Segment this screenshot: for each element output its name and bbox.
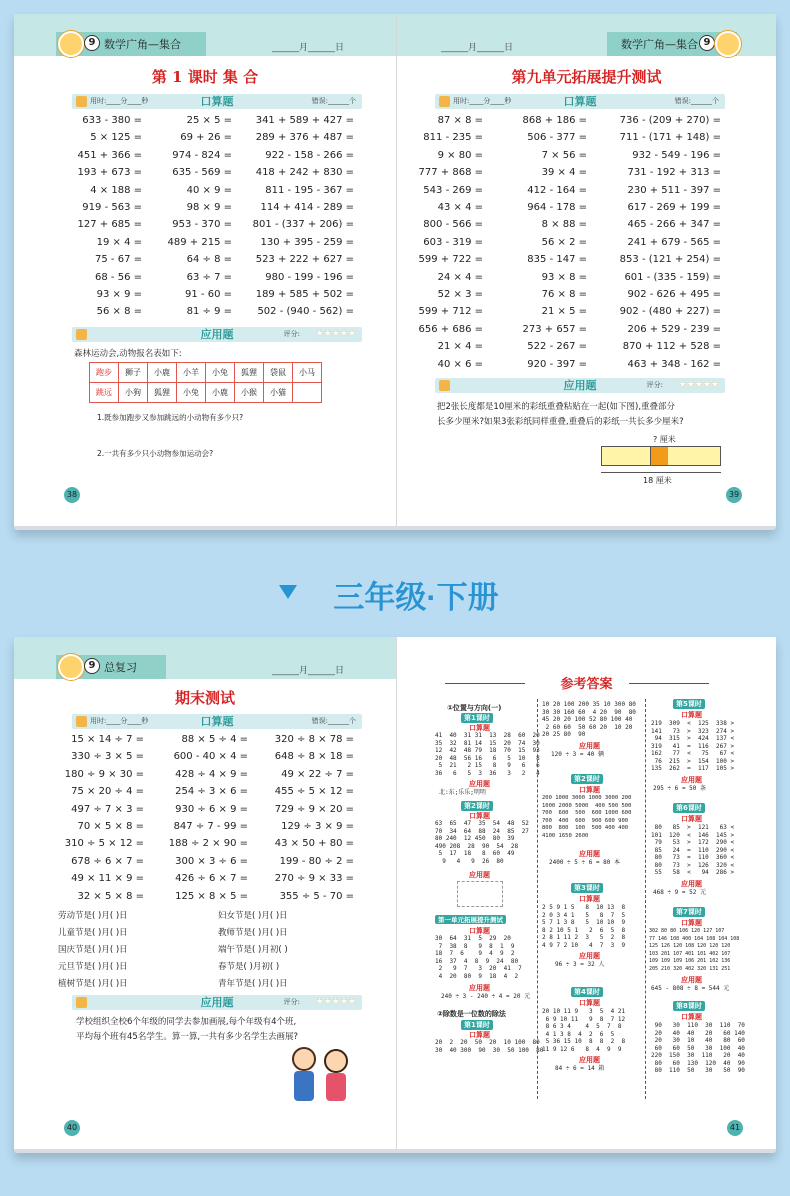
lesson-title: 第九单元拓展提升测试 [511,68,662,86]
answer-block: 20 2 20 50 20 10 100 80 30 40 300 90 30 50 100 80 [435,1039,544,1054]
arithmetic-problem: 428 ÷ 4 × 9 = [175,768,248,780]
apply-tag: 应用题 [579,1056,600,1064]
unit-header: 数学广角—集合 [104,38,181,51]
arithmetic-problem: 75 × 20 ÷ 4 = [71,786,144,798]
unit-header: 数学广角—集合 [621,38,698,51]
arithmetic-problem: 88 × 5 ÷ 4 = [181,734,248,745]
table-cell: 狐狸 [235,363,264,383]
arithmetic-problem: 21 × 4 = [437,341,483,353]
apply-section-bar [72,995,362,1010]
table-cell: 狮子 [119,363,148,383]
time-field: 用时:____分____秒 [453,97,512,105]
table-cell [293,383,322,403]
apply-tag: 应用题 [681,776,702,784]
page-38 [14,14,397,526]
row-header-cell: 跳远 [90,383,119,403]
holidays-grid [58,909,378,999]
oral-section-bar [72,714,362,729]
table-cell: 小猴 [235,383,264,403]
answer-line: 84 ÷ 6 = 14 箱 [555,1065,605,1072]
table-cell: 小兔 [206,363,235,383]
arithmetic-problem: 289 + 376 + 487 = [255,132,354,144]
boy-head [292,1047,316,1071]
date-field: ______月______日 [272,666,345,676]
arithmetic-problem: 801 - (337 + 206) = [252,219,354,231]
question-line-1: 学校组织全校6个年级的同学去参加画展,每个年级有4个班, [76,1017,297,1027]
lesson-tag: 第7课时 [673,907,705,917]
oral-tag: 口算题 [681,815,702,823]
arithmetic-problem: 180 ÷ 9 × 30 = [64,768,144,780]
answers-title: 参考答案 [560,677,613,692]
apply-tag: 应用题 [469,984,490,992]
arithmetic-problem: 930 ÷ 6 × 9 = [175,803,248,815]
arithmetic-problem: 656 + 686 = [418,323,483,335]
holiday-blank: 劳动节是( )月( )日 [58,911,128,921]
arithmetic-problem: 93 × 9 = [96,289,142,300]
rating-stars: ★★★★★ [315,329,356,339]
apply-tag: 应用题 [681,880,702,888]
oral-problems-grid [54,115,374,325]
holiday-blank: 春节是( )月初( ) [218,962,280,972]
page-39 [397,14,776,526]
table-row [90,383,322,403]
date-field: ______月______日 [272,43,345,53]
arithmetic-problem: 5 × 125 = [90,132,142,144]
apply-label: 应用题 [563,379,597,392]
oral-tag: 口算题 [681,1013,702,1021]
oral-tag: 口算题 [681,711,702,719]
arithmetic-problem: 711 - (171 + 148) = [619,132,721,144]
oral-label: 口算题 [200,715,234,728]
arithmetic-problem: 617 - 269 + 199 = [627,202,721,213]
arithmetic-problem: 9 × 80 = [437,149,483,161]
arithmetic-problem: 49 × 22 ÷ 7 = [281,768,354,780]
errors-field: 错误:______个 [674,97,719,105]
holiday-blank: 植树节是( )月( )日 [58,979,128,989]
answer-line: 2400 ÷ 5 ÷ 6 = 80 本 [549,859,621,866]
score-label: 评分: [283,330,300,338]
arithmetic-problem: 43 × 50 + 80 = [274,838,354,850]
page-number: 38 [64,487,80,503]
arithmetic-problem: 599 + 712 = [418,306,483,318]
arithmetic-problem: 125 × 8 × 5 = [175,890,248,902]
page-41 [397,637,776,1149]
apply-section-bar [435,378,725,393]
apply-tag: 应用题 [579,952,600,960]
mascot-icon [58,654,84,680]
arithmetic-problem: 603 - 319 = [423,236,483,248]
arithmetic-problem: 24 × 4 = [437,271,483,283]
arithmetic-problem: 52 × 3 = [437,289,483,300]
lesson-tag: 第5课时 [673,699,705,709]
arithmetic-problem: 93 × 8 = [541,271,587,283]
lesson-tag: 第3课时 [571,883,603,893]
table-cell: 狐狸 [148,383,177,403]
arithmetic-problem: 129 ÷ 3 × 9 = [281,821,354,832]
oral-tag: 口算题 [579,786,600,794]
arithmetic-problem: 600 - 40 × 4 = [173,751,248,763]
arithmetic-problem: 49 × 11 × 9 = [71,873,144,885]
overlap-segment [650,447,668,465]
apply-tag: 应用题 [579,742,600,750]
arithmetic-problem: 601 - (335 - 159) = [624,271,721,283]
time-field: 用时:____分____秒 [90,717,149,725]
arithmetic-problem: 130 + 395 - 259 = [260,236,354,248]
girl-head [324,1049,348,1073]
arithmetic-problem: 39 × 4 = [541,167,587,179]
mascot-icon [715,31,741,57]
arithmetic-problem: 91 - 60 = [185,289,232,300]
arithmetic-problem: 320 ÷ 8 × 78 = [274,734,354,745]
table-cell: 小鹿 [206,383,235,403]
question-line-2: 平均每个班有45名学生。算一算,一共有多少名学生去画展? [76,1032,299,1042]
unit-number-badge: 9 [699,35,715,51]
answer-line: 240 ÷ 3 - 240 ÷ 4 = 20 元 [441,993,531,1000]
arithmetic-problem: 8 × 88 = [541,219,587,231]
arithmetic-problem: 19 × 4 = [96,236,142,248]
arithmetic-problem: 811 - 195 - 367 = [265,184,354,196]
oral-tag: 口算题 [681,919,702,927]
arithmetic-problem: 497 ÷ 7 × 3 = [71,803,144,815]
arithmetic-problem: 868 + 186 = [522,115,587,126]
arithmetic-problem: 920 - 397 = [527,358,587,370]
answer-block: 219 309 < 125 338 > 141 73 > 323 274 > 94 315 > 424 137 < 319 41 = 116 267 > 162 77 < 75 67 < 76 215 > 154 100 > 135 262 = 117 105 > [651,720,735,772]
arithmetic-problem: 932 - 549 - 196 = [632,149,721,161]
arithmetic-problem: 4 × 188 = [90,184,142,196]
table-cell: 小兔 [177,383,206,403]
arithmetic-problem: 270 ÷ 9 × 33 = [274,873,354,885]
answer-block: 63 65 47 35 54 48 52 70 34 64 88 24 85 27 80 240 12 450 80 39 490 208 28 90 54 28 5 17 18 8 60 49 9 4 9 26 80 [435,820,529,865]
arithmetic-problem: 729 ÷ 9 × 20 = [274,803,354,815]
question-line-1: 把2张长度都是10厘米的彩纸重叠粘贴在一起(如下图),重叠部分 [437,402,676,412]
mascot-icon [58,31,84,57]
registration-table [89,362,322,403]
answer-block: 80 85 > 121 63 < 101 120 < 146 145 > 79 53 > 172 290 < 85 24 = 110 290 < 80 73 = 110 360 < 80 73 > 126 320 < 55 58 < 94 286 > [651,824,735,876]
oral-label: 口算题 [563,95,597,108]
row-header-cell: 跑步 [90,363,119,383]
answer-line: 北:东;乐乐;明明 [439,789,486,796]
column-divider [645,699,646,1099]
table-cell: 小马 [293,363,322,383]
page-number: 41 [727,1120,743,1136]
lesson-title: 期末测试 [174,689,235,707]
arithmetic-problem: 489 + 215 = [167,236,232,248]
holiday-blank: 儿童节是( )月( )日 [58,928,128,938]
arithmetic-problem: 522 - 267 = [527,341,587,353]
arithmetic-problem: 847 ÷ 7 - 99 = [173,821,248,832]
arithmetic-problem: 853 - (121 + 254) = [619,254,721,266]
errors-field: 错误:______个 [311,717,356,725]
arithmetic-problem: 310 ÷ 5 × 12 = [64,838,144,850]
students-illustration [290,1047,354,1107]
arithmetic-problem: 43 × 4 = [437,202,483,213]
arithmetic-problem: 114 + 414 - 289 = [260,202,354,213]
arithmetic-problem: 70 × 5 × 8 = [77,821,144,832]
unit-number-badge: 9 [84,658,100,674]
paper-strip-figure [601,446,721,466]
compass-figure [457,881,503,907]
answer-block: 200 1000 3000 1000 3000 200 1000 2000 5000 400 500 500 700 600 500 600 1000 600 700 400 600 900 600 900 800 800 100 500 400 400 4100 1650 2600 [542,795,632,839]
answer-line: 120 ÷ 3 = 40 辆 [551,751,604,758]
time-field: 用时:____分____秒 [90,97,149,105]
oral-tag: 口算题 [469,724,490,732]
arithmetic-problem: 189 + 585 + 502 = [255,289,354,300]
holiday-blank: 元旦节是( )月( )日 [58,962,128,972]
oral-section-bar [72,94,362,109]
arithmetic-problem: 87 × 8 = [437,115,483,126]
apply-label: 应用题 [200,996,234,1009]
arithmetic-problem: 206 + 529 - 239 = [627,323,721,335]
rating-stars: ★★★★★ [678,380,719,390]
answer-unit-title: ②除数是一位数的除法 [437,1010,506,1018]
page-number: 39 [726,487,742,503]
lesson-tag: 第1课时 [461,1020,493,1030]
apply-section-bar [72,327,362,342]
date-field: ______月______日 [441,43,514,53]
arithmetic-problem: 64 ÷ 8 = [186,254,232,266]
answer-line: 96 ÷ 3 = 32 人 [555,961,605,968]
answer-block: 41 40 31 31 13 28 60 20 35 32 81 14 15 20 74 30 12 42 48 79 18 70 15 93 20 48 56 16 6 5 10 8 5 21 2 15 8 9 6 6 36 6 5 3 36 3 2 4 [435,732,540,777]
unit-test-tag: 第一单元拓展提升测试 [435,915,506,924]
arithmetic-problem: 678 ÷ 6 × 7 = [71,855,144,867]
holiday-blank: 青年节是( )月( )日 [218,979,288,989]
apply-tag: 应用题 [469,780,490,788]
lesson-tag: 第8课时 [673,1001,705,1011]
holiday-blank: 国庆节是( )月( )日 [58,945,128,955]
apply-tag: 应用题 [681,976,702,984]
girl-body [326,1073,346,1101]
answer-unit-title: ①位置与方向(一) [447,704,502,712]
arithmetic-problem: 56 × 2 = [541,236,587,248]
oral-tag: 口算题 [579,895,600,903]
table-row [90,363,322,383]
arithmetic-problem: 736 - (209 + 270) = [619,115,721,126]
column-divider [537,699,538,1099]
measure-line [601,472,721,473]
arithmetic-problem: 599 + 722 = [418,254,483,266]
arithmetic-problem: 418 + 242 + 830 = [255,167,354,179]
arithmetic-problem: 40 × 9 = [186,184,232,196]
answer-block: 90 30 110 30 110 70 20 40 40 20 60 140 20 30 10 40 80 60 60 60 50 30 100 40 220 150 30 110 20 40 80 60 130 120 40 90 80 110 50 30 50 90 [651,1022,745,1074]
arithmetic-problem: 355 ÷ 5 - 70 = [279,890,354,902]
arithmetic-problem: 127 + 685 = [77,219,142,231]
question-1: 1.既参加跑步又参加跳远的小动物有多少只? [97,413,244,422]
rating-stars: ★★★★★ [315,997,356,1007]
table-cell: 小狗 [119,383,148,403]
arithmetic-problem: 56 × 8 = [96,306,142,318]
arithmetic-problem: 40 × 6 = [437,358,483,370]
lesson-tag: 第4课时 [571,987,603,997]
table-cell: 袋鼠 [264,363,293,383]
grade-banner: 三年级·下册 [333,580,499,615]
arithmetic-problem: 964 - 178 = [527,202,587,213]
answer-block: 20 10 11 9 3 5 4 21 6 9 10 11 9 8 7 12 8 6 3 4 4 5 7 8 4 1 3 8 4 2 6 5 5 36 15 10 8 8 2 8 11 9 12 6 8 4 9 9 [542,1008,626,1053]
arithmetic-problem: 15 × 14 ÷ 7 = [71,734,144,745]
arithmetic-problem: 254 ÷ 3 × 6 = [175,786,248,798]
arithmetic-problem: 98 × 9 = [186,202,232,213]
arithmetic-problem: 811 - 235 = [423,132,483,144]
score-label: 评分: [646,381,663,389]
arithmetic-problem: 648 ÷ 8 × 18 = [274,751,354,763]
question-line-2: 长多少厘米?如果3张彩纸同样重叠,重叠后的彩纸一共长多少厘米? [437,417,684,427]
arithmetic-problem: 341 + 589 + 427 = [255,115,354,126]
arithmetic-problem: 21 × 5 = [541,306,587,318]
arithmetic-problem: 506 - 377 = [527,132,587,144]
arithmetic-problem: 273 + 657 = [522,323,587,335]
holiday-blank: 妇女节是( )月( )日 [218,911,288,921]
arithmetic-problem: 523 + 222 + 627 = [255,254,354,266]
arithmetic-problem: 75 - 67 = [95,254,142,266]
oral-section-bar [435,94,725,109]
arithmetic-problem: 7 × 56 = [541,149,587,161]
question-2: 2.一共有多少只小动物参加运动会? [97,449,214,458]
answer-line: 468 ÷ 9 = 52 元 [653,889,706,896]
arithmetic-problem: 922 - 158 - 266 = [265,149,354,161]
lesson-tag: 第1课时 [461,713,493,723]
arithmetic-problem: 81 ÷ 9 = [186,306,232,318]
holiday-blank: 端午节是( )月初( ) [218,945,288,955]
arithmetic-problem: 953 - 370 = [172,219,232,231]
arithmetic-problem: 300 × 3 ÷ 6 = [175,855,248,867]
table-cell: 小鹿 [148,363,177,383]
score-label: 评分: [283,998,300,1006]
oral-tag: 口算题 [469,1031,490,1039]
arithmetic-problem: 63 ÷ 7 = [186,271,232,283]
unit-header: 总复习 [104,661,137,674]
arithmetic-problem: 451 + 366 = [77,149,142,161]
apply-label: 应用题 [200,328,234,341]
boy-body [294,1071,314,1101]
table-cell: 小羊 [177,363,206,383]
page-number: 40 [64,1120,80,1136]
arithmetic-problem: 76 × 8 = [541,289,587,300]
arithmetic-problem: 731 - 192 + 313 = [627,167,721,179]
arithmetic-problem: 974 - 824 = [172,149,232,161]
answer-block: 2 5 9 1 5 8 10 13 8 2 0 3 4 1 5 8 7 5 5 7 1 3 8 5 10 10 9 8 2 10 5 1 2 6 5 8 2 8 1 11 2 3 5 2 8 4 9 7 2 10 4 7 3 9 [542,904,626,949]
lesson-tag: 第2课时 [571,774,603,784]
arithmetic-problem: 919 - 563 = [82,202,142,213]
answer-line: 295 ÷ 6 ≈ 50 条 [653,785,706,792]
arithmetic-problem: 69 + 26 = [180,132,232,144]
oral-tag: 口算题 [469,812,490,820]
arithmetic-problem: 241 + 679 - 565 = [627,236,721,248]
arithmetic-problem: 635 - 569 = [172,167,232,179]
arithmetic-problem: 32 × 5 × 8 = [77,890,144,902]
arithmetic-problem: 835 - 147 = [527,254,587,266]
arithmetic-problem: 543 - 269 = [423,184,483,196]
page-40 [14,637,397,1149]
holiday-blank: 教师节是( )月( )日 [218,928,288,938]
arithmetic-problem: 980 - 199 - 196 = [265,271,354,283]
arithmetic-problem: 412 - 164 = [527,184,587,196]
lesson-title: 第 1 课时 集 合 [151,68,259,86]
apply-tag: 应用题 [469,871,490,879]
arithmetic-problem: 465 - 266 + 347 = [627,219,721,231]
arithmetic-problem: 902 - 626 + 495 = [627,289,721,300]
oral-problems-grid [418,115,751,377]
lesson-tag: 第6课时 [673,803,705,813]
figure-top-label: ? 厘米 [653,435,676,444]
arithmetic-problem: 330 ÷ 3 × 5 = [71,751,144,763]
unit-number-badge: 9 [84,35,100,51]
arithmetic-problem: 68 - 56 = [95,271,142,283]
arithmetic-problem: 800 - 566 = [423,219,483,231]
question-intro: 森林运动会,动物报名表如下: [74,349,182,359]
arithmetic-problem: 25 × 5 = [186,115,232,126]
apply-tag: 应用题 [579,850,600,858]
arithmetic-problem: 902 - (480 + 227) = [619,306,721,318]
oral-tag: 口算题 [469,927,490,935]
arithmetic-problem: 633 - 380 = [82,115,142,126]
arithmetic-problem: 463 + 348 - 162 = [627,358,721,370]
top-book-spread [14,14,776,530]
arithmetic-problem: 193 + 673 = [77,167,142,179]
oral-problems-grid [58,734,378,909]
strip-divider [650,447,651,465]
errors-field: 错误:______个 [311,97,356,105]
answer-block: 302 80 80 106 120 127 107 77 146 108 400 104 108 104 108 125 126 120 108 120 120 120 103 201 107 401 101 402 107 109 109 109 106 201 102 136 205 210 320 402 320 131 251 [649,928,740,972]
answer-block: 30 64 31 5 29 20 7 38 8 9 8 1 9 18 7 6 9 4 9 2 16 37 4 8 9 24 80 2 9 7 3 20 41 7 4 20 80 9 18 4 2 [435,935,522,980]
arithmetic-problem: 777 + 868 = [418,167,483,179]
arithmetic-problem: 188 ÷ 2 × 90 = [168,838,248,850]
answer-line: 645 - 808 ÷ 8 = 544 元 [651,985,730,992]
arithmetic-problem: 426 ÷ 6 × 7 = [175,873,248,885]
lesson-tag: 第2课时 [461,801,493,811]
oral-tag: 口算题 [579,999,600,1007]
arithmetic-problem: 199 - 80 ÷ 2 = [279,855,354,867]
arithmetic-problem: 455 ÷ 5 × 12 = [274,786,354,798]
arithmetic-problem: 230 + 511 - 397 = [627,184,721,196]
answer-block: 10 20 100 200 35 10 300 80 30 30 160 60 4 20 90 80 45 20 20 100 52 80 100 40 2 60 60 50 60 20 10 20 20 25 80 90 [542,701,636,738]
arithmetic-problem: 502 - (940 - 562) = [257,306,354,318]
figure-bottom-label: 18 厘米 [643,476,672,485]
bottom-book-spread [14,637,776,1153]
oral-label: 口算题 [200,95,234,108]
arithmetic-problem: 870 + 112 + 528 = [622,341,721,353]
table-cell: 小猫 [264,383,293,403]
